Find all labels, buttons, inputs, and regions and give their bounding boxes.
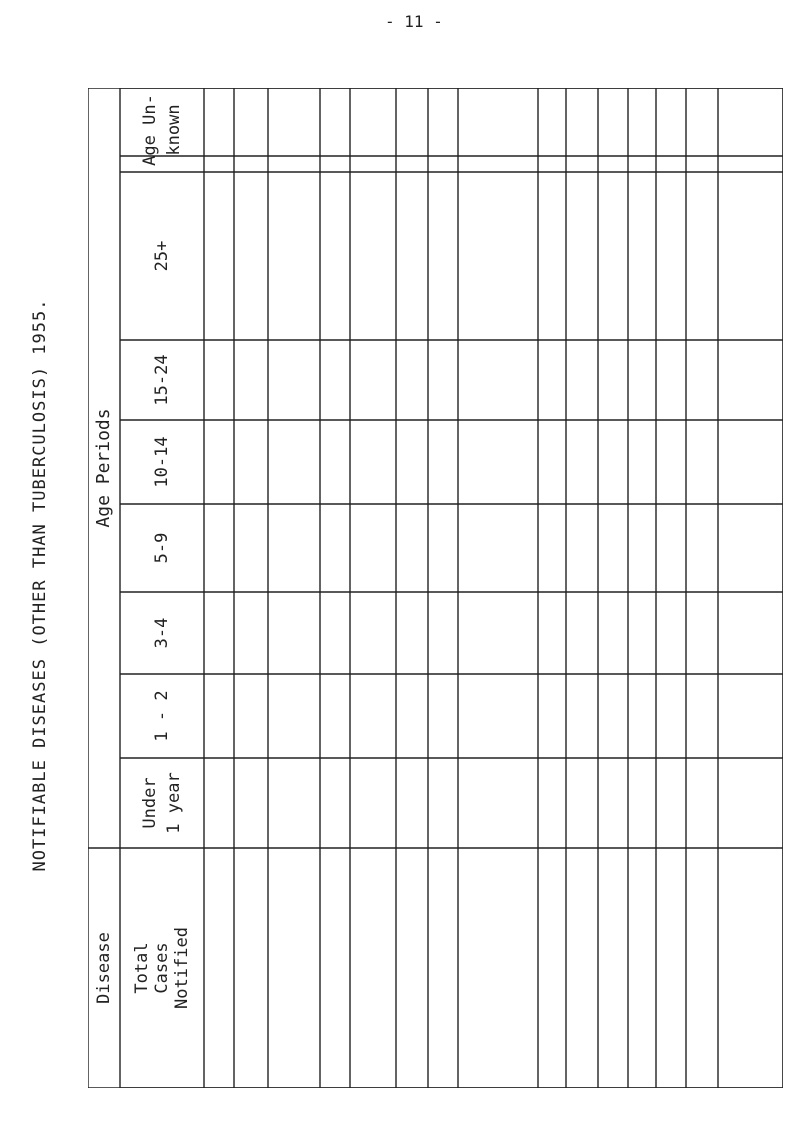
header-age-4: 10-14 [152,436,172,488]
header-age-7-line2: known [164,104,184,156]
header-age-2: 3-4 [152,617,172,649]
header-total-0: Total [132,942,152,994]
header-age-6: 25+ [152,240,172,272]
header-age-7-line1: Age Un- [140,94,160,166]
page-number: - 11 - [385,12,443,31]
header-age-0-line2: 1 year [164,772,184,834]
header-age-periods: Age Periods [93,408,114,528]
header-total-1: Cases [152,942,172,994]
page-title-text: NOTIFIABLE DISEASES (OTHER THAN TUBERCULOSIS) 1955. [30,298,50,872]
header-age-3: 5-9 [152,532,172,564]
notifiable-diseases-table [88,88,783,1088]
header-total-2: Notified [172,927,192,1009]
page-title [10,85,70,1085]
header-age-0-line1: Under [140,777,160,829]
header-age-1: 1 - 2 [152,690,172,742]
header-age-5: 15-24 [152,354,172,406]
header-disease: Disease [94,932,114,1004]
